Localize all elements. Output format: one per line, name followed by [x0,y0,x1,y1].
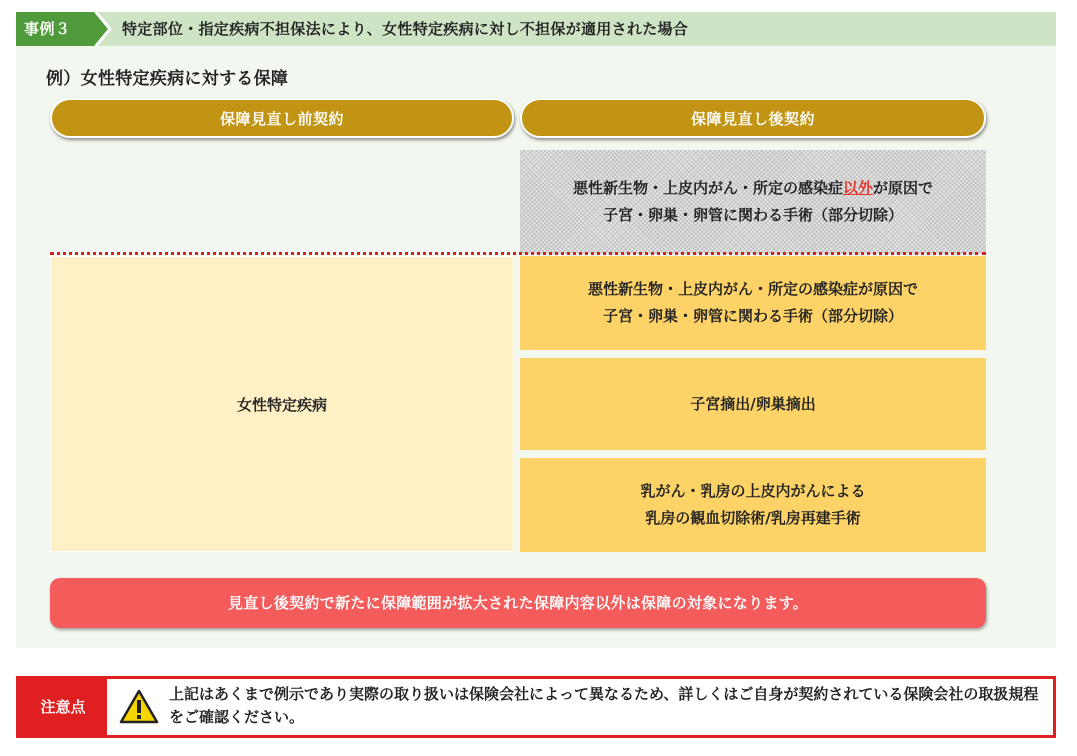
column-header-before: 保障見直し前契約 [50,98,514,138]
covered-item-3-line-1: 乳がん・乳房の上皮内がんによる [640,482,866,500]
covered-item-2-line-1: 子宮摘出/卵巣摘出 [690,394,816,413]
case-tag [16,12,126,46]
covered-item-1-line-2: 子宮・卵巣・卵管に関わる手術（部分切除） [602,307,903,325]
boundary-dotted-line [50,252,986,255]
caution-text: 上記はあくまで例示であり実際の取り扱いは保険会社によって異なるため、詳しくはご自身が契約されている保険会社の取扱規程をご確認ください。 [169,685,1039,726]
covered-item-3 [520,458,986,552]
condition-line-1 [573,175,933,202]
uncovered-condition-box [520,150,986,254]
coverage-note-banner: 見直し後契約で新たに保障範囲が拡大された保障内容以外は保障の対象になります。 [50,578,986,628]
case-title: 特定部位・指定疾病不担保法により、女性特定疾病に対し不担保が適用された場合 [122,20,689,38]
covered-item-2 [520,358,986,450]
condition-line-2: 子宮・卵巣・卵管に関わる手術（部分切除） [602,206,903,224]
female-disease-label: 女性特定疾病 [236,395,327,414]
example-panel [16,46,1056,648]
covered-item-1 [520,256,986,350]
case-header [16,12,1056,46]
example-title: 例）女性特定疾病に対する保障 [46,69,289,89]
column-header-after: 保障見直し後契約 [520,98,986,138]
warning-icon [119,689,159,725]
condition-highlight: 以外 [842,179,873,197]
case-tag-label: 事例３ [24,20,71,38]
female-disease-block [50,256,514,552]
condition-prefix: 悪性新生物・上皮内がん・所定の感染症 [572,179,843,197]
condition-suffix: が原因で [873,179,934,197]
covered-item-1-line-1: 悪性新生物・上皮内がん・所定の感染症が原因で [587,280,918,298]
caution-label: 注意点 [19,679,107,735]
covered-item-3-line-2: 乳房の観血切除術/乳房再建手術 [645,509,861,527]
caution-box [16,676,1056,738]
